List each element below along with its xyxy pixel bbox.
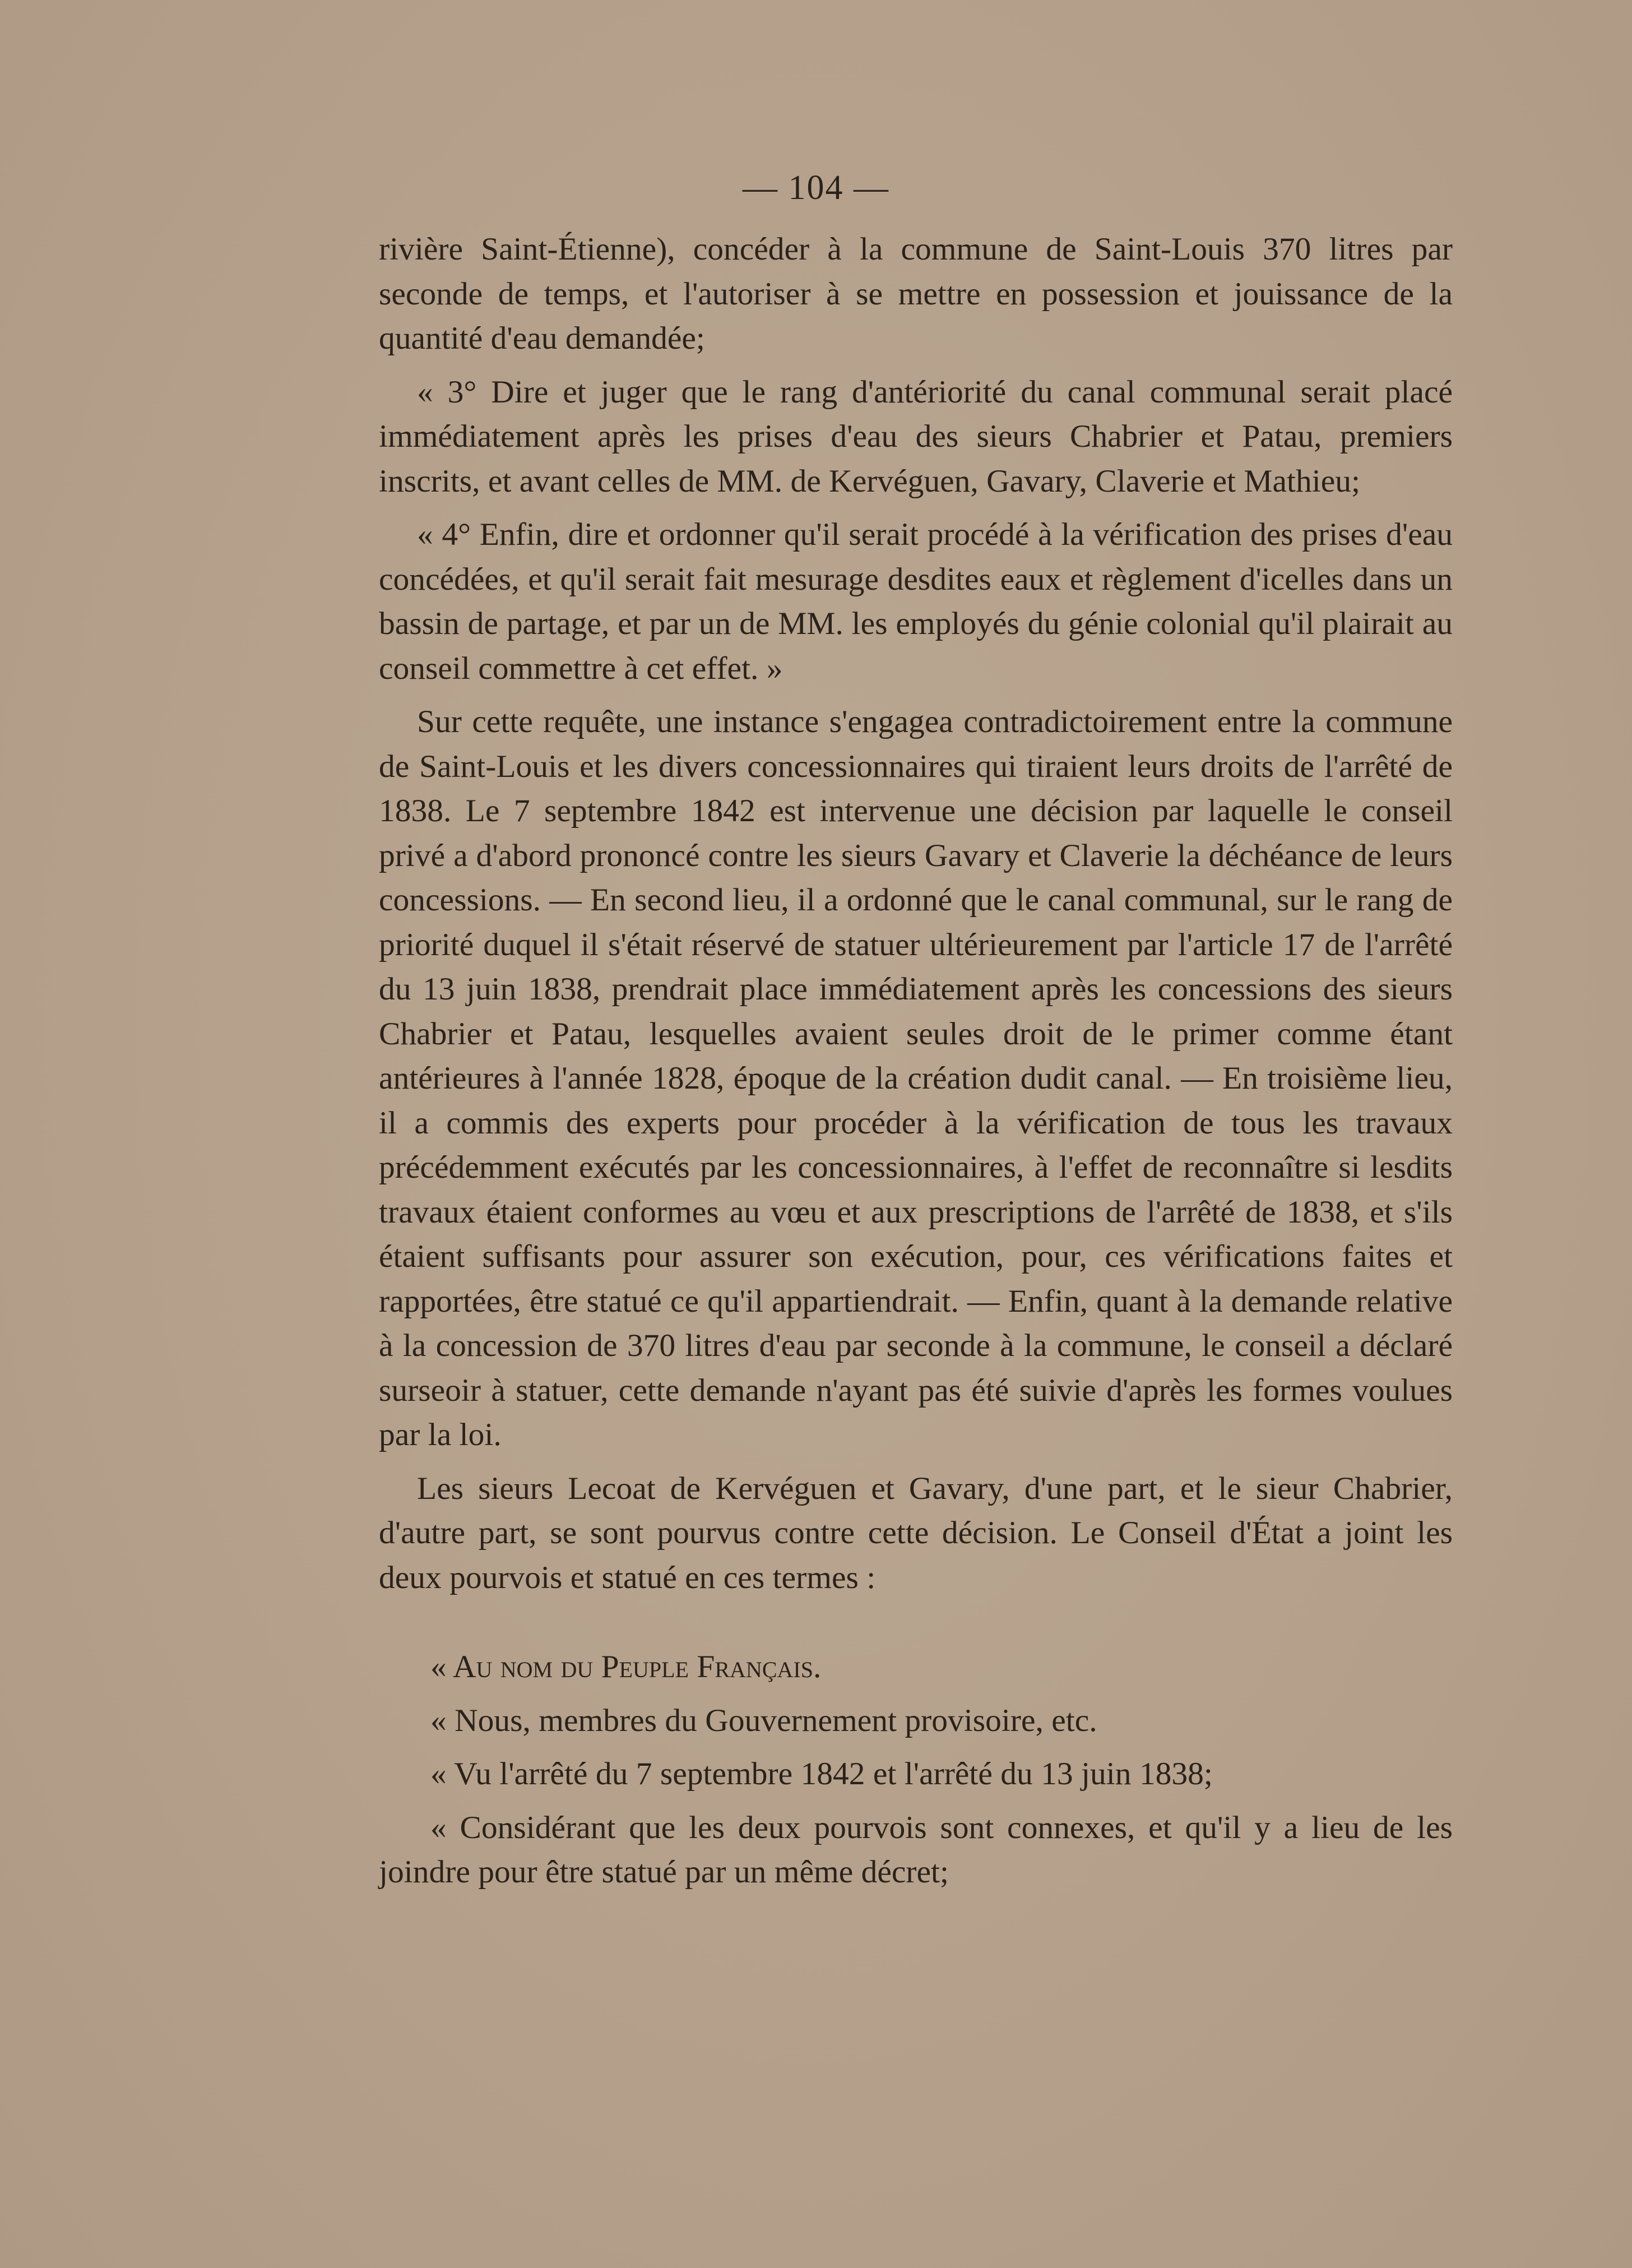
decree-line: « Nous, membres du Gouvernement provisoire, etc. — [430, 1702, 1097, 1738]
page-number: — 104 — — [743, 169, 889, 207]
decree-heading: « Au nom du Peuple Français. — [430, 1649, 822, 1684]
paragraph-point-3: « 3° Dire et juger que le rang d'antériorité du canal communal serait placé immédiatement après les prises d'eau des sieurs Chabrier et Patau, premiers inscrits, et avant celles de MM. de Kervéguen, Gavary, Claverie et Mathieu; — [379, 374, 1453, 499]
paragraph-point-4: « 4° Enfin, dire et ordonner qu'il serait procédé à la vérification des prises d'eau concédées, et qu'il serait fait mesurage desdites eaux et règlement d'icelles dans un bassin de partage, et par un de MM. les employés du génie colonial qu'il plairait au conseil commettre à cet effet. » — [379, 517, 1453, 686]
decree-line: « Vu l'arrêté du 7 septembre 1842 et l'arrêté du 13 juin 1838; — [430, 1756, 1213, 1792]
decree-line: « Considérant que les deux pourvois sont connexes, et qu'il y a lieu de les joindre pour être statué par un même décret; — [379, 1809, 1453, 1890]
paragraph-requete: Sur cette requête, une instance s'engagea contradictoirement entre la commune de Saint-Louis et les divers concessionnaires qui tiraient leurs droits de l'arrêté de 1838. Le 7 septembre 1842 est intervenue une décision par laquelle le conseil privé a d'abord prononcé contre les sieurs Gavary et Claverie la déchéance de leurs concessions. — En second lieu, il a ordonné que le canal communal, sur le rang de priorité duquel il s'était réservé de statuer ultérieurement par l'article 17 de l'arrêté du 13 juin 1838, prendrait place immédiatement après les concessions des sieurs Chabrier et Patau, lesquelles avaient seules droit de le primer comme étant antérieures à l'année 1828, époque de la création dudit canal. — En troisième lieu, il a commis des experts pour procéder à la vérification de tous les travaux précédemment exécutés par les concessionnaires, à l'effet de reconnaître si lesdits travaux étaient conformes au vœu et aux prescriptions de l'arrêté de 1838, et s'ils étaient suffisants pour assurer son exécution, pour, ces vérifications faites et rapportées, être statué ce qu'il appartiendrait. — Enfin, quant à la demande relative à la concession de 370 litres d'eau par seconde à la commune, le conseil a déclaré surseoir à statuer, cette demande n'ayant pas été suivie d'après les formes voulues par la loi. — [379, 704, 1453, 1452]
decree-block — [379, 1645, 1453, 1895]
paragraph-pourvois: Les sieurs Lecoat de Kervéguen et Gavary, d'une part, et le sieur Chabrier, d'autre part, se sont pourvus contre cette décision. Le Conseil d'État a joint les deux pourvois et statué en ces termes : — [379, 1470, 1453, 1595]
body-text — [379, 227, 1453, 1895]
paragraph-continuation: rivière Saint-Étienne), concéder à la commune de Saint-Louis 370 litres par seconde de temps, et l'autoriser à se mettre en possession et jouissance de la quantité d'eau demandée; — [379, 232, 1453, 356]
